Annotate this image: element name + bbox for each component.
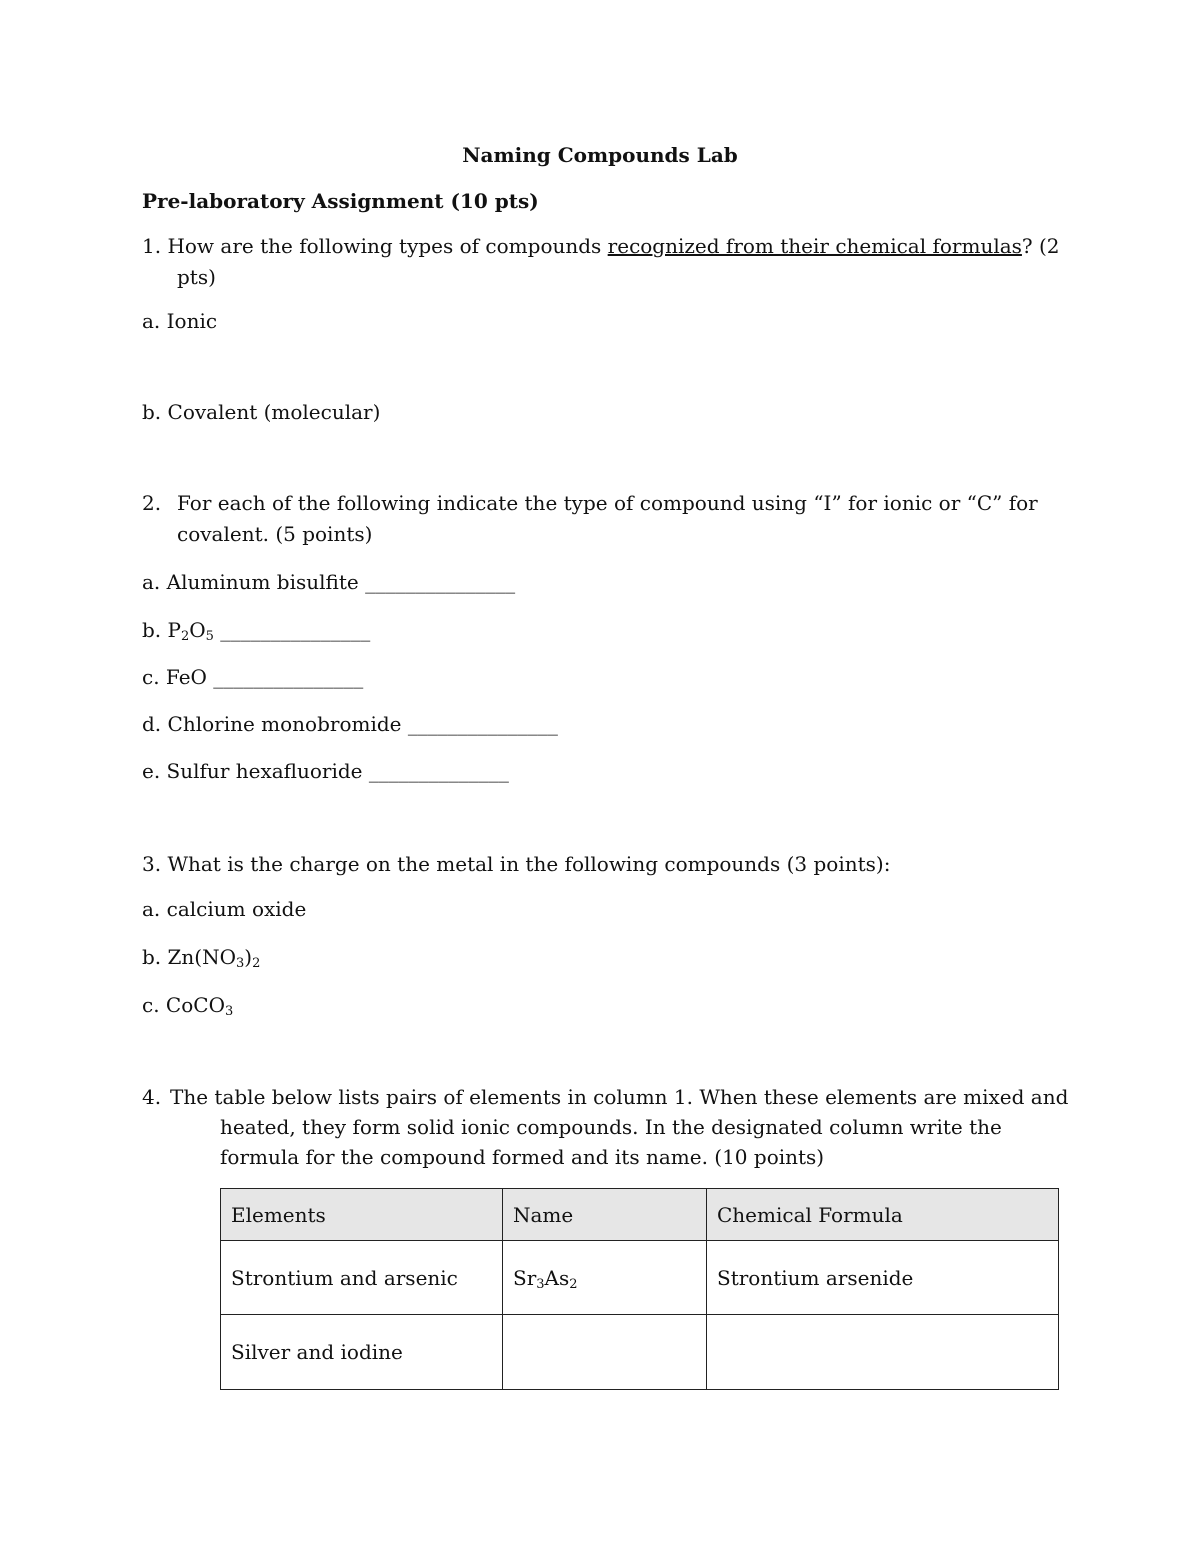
cell-elements: Silver and iodine (221, 1315, 503, 1390)
subscript: 3 (236, 956, 245, 971)
table-row (221, 1315, 1059, 1390)
question-3-part-b (142, 942, 260, 972)
cell-name (503, 1241, 707, 1315)
cell-elements: Strontium and arsenic (221, 1241, 503, 1315)
table-row (221, 1241, 1059, 1315)
formula-text: ) (244, 945, 253, 969)
question-3: 3. What is the charge on the metal in the following compounds (3 points): (142, 852, 891, 876)
question-2-part-a: a. Aluminum bisulfite _______________ (142, 570, 516, 594)
formula-text: O (189, 618, 206, 642)
question-4-line-2: heated, they form solid ionic compounds. In the designated column write the (220, 1115, 1002, 1139)
question-2-number: 2. (142, 491, 162, 515)
answer-blank: _______________ (213, 618, 371, 642)
formula-text: c. CoCO (142, 993, 225, 1017)
page-title: Naming Compounds Lab (462, 143, 738, 167)
subscript: 2 (569, 1276, 578, 1292)
subscript: 3 (224, 1004, 234, 1019)
question-2-part-d: d. Chlorine monobromide _______________ (142, 712, 558, 736)
question-4-number: 4. (142, 1085, 162, 1109)
formula-text: Sr (513, 1265, 537, 1290)
question-1-part-b: b. Covalent (molecular) (142, 400, 381, 424)
subscript: 3 (536, 1276, 545, 1292)
question-1-text: How are the following types of compounds (167, 234, 602, 258)
question-2-line-2: covalent. (5 points) (177, 522, 373, 546)
subscript: 2 (252, 956, 261, 971)
cell-chemical-formula: Strontium arsenide (707, 1241, 1059, 1315)
section-heading: Pre-laboratory Assignment (10 pts) (142, 189, 539, 213)
question-3-part-c (142, 990, 233, 1020)
header-name: Name (503, 1189, 707, 1241)
question-4-line-1: The table below lists pairs of elements in column 1. When these elements are mixed and (170, 1085, 1069, 1109)
subscript: 2 (180, 629, 190, 644)
header-chemical-formula: Chemical Formula (707, 1189, 1059, 1241)
question-2-line-1: For each of the following indicate the type of compound using “I” for ionic or “C” for (177, 491, 1038, 515)
subscript: 5 (205, 629, 214, 644)
formula-text: b. P (142, 618, 181, 642)
question-1-underlined: recognized from their chemical formulas (607, 234, 1022, 258)
cell-name-empty (503, 1315, 707, 1390)
header-elements: Elements (221, 1189, 503, 1241)
question-2-part-c: c. FeO _______________ (142, 665, 364, 689)
question-1-number: 1. (142, 234, 162, 258)
table-header-row (221, 1189, 1059, 1241)
question-1-part-a: a. Ionic (142, 309, 218, 333)
question-1 (142, 231, 1060, 261)
formula-text: b. Zn(NO (142, 945, 236, 969)
question-4-line-3: formula for the compound formed and its name. (10 points) (220, 1145, 825, 1169)
question-1-text-end: ? (2 (1021, 234, 1060, 258)
question-3-part-a: a. calcium oxide (142, 897, 307, 921)
formula-text: As (544, 1265, 570, 1290)
question-2-part-e: e. Sulfur hexafluoride ______________ (142, 759, 509, 783)
question-1-wrap: pts) (177, 265, 216, 289)
question-2-part-b (142, 615, 370, 645)
cell-chemical-formula-empty (707, 1315, 1059, 1390)
compounds-table (220, 1188, 1059, 1390)
